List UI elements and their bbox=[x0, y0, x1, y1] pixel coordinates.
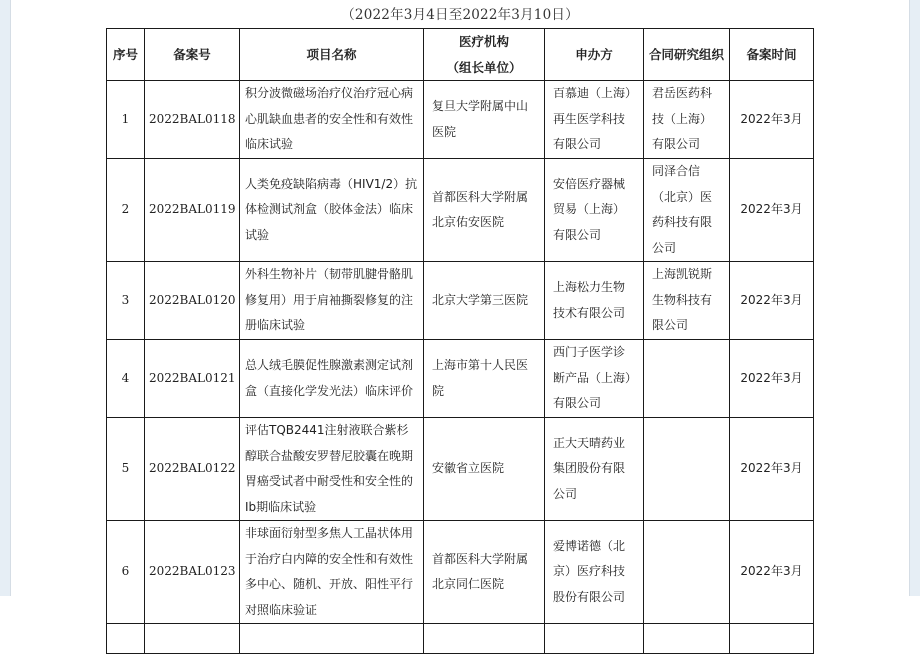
cell-project: 人类免疫缺陷病毒（HIV1/2）抗体检测试剂盒（胶体金法）临床试验 bbox=[240, 159, 424, 262]
cell-empty bbox=[730, 624, 814, 654]
header-institution-line2: （组长单位） bbox=[446, 59, 522, 75]
header-institution-line1: 医疗机构 bbox=[458, 34, 509, 49]
cell-cro bbox=[644, 418, 730, 521]
cell-seq: 3 bbox=[107, 262, 145, 340]
table-row bbox=[107, 521, 814, 624]
cell-seq: 2 bbox=[107, 159, 145, 262]
cell-code: 2022BAL0119 bbox=[145, 159, 240, 262]
cell-code: 2022BAL0122 bbox=[145, 418, 240, 521]
table-row bbox=[107, 418, 814, 521]
cell-project: 外科生物补片（韧带肌腱骨骼肌修复用）用于肩袖撕裂修复的注册临床试验 bbox=[240, 262, 424, 340]
cell-date: 2022年3月 bbox=[730, 81, 814, 159]
cell-code: 2022BAL0120 bbox=[145, 262, 240, 340]
cell-empty bbox=[145, 624, 240, 654]
cell-cro: 君岳医药科技（上海）有限公司 bbox=[644, 81, 730, 159]
cell-cro bbox=[644, 521, 730, 624]
table-row bbox=[107, 340, 814, 418]
cell-seq: 6 bbox=[107, 521, 145, 624]
cell-institution: 安徽省立医院 bbox=[424, 418, 545, 521]
cell-seq: 1 bbox=[107, 81, 145, 159]
cell-date: 2022年3月 bbox=[730, 418, 814, 521]
header-institution bbox=[424, 29, 545, 81]
cell-empty bbox=[644, 624, 730, 654]
header-cro: 合同研究组织 bbox=[644, 29, 730, 81]
header-sponsor: 申办方 bbox=[545, 29, 644, 81]
header-seq: 序号 bbox=[107, 29, 145, 81]
cell-code: 2022BAL0123 bbox=[145, 521, 240, 624]
date-range-caption: （2022年3月4日至2022年3月10日） bbox=[341, 7, 579, 23]
clinical-trial-registry-table bbox=[106, 28, 814, 654]
right-page-gutter bbox=[909, 0, 920, 596]
cell-sponsor: 西门子医学诊断产品（上海）有限公司 bbox=[545, 340, 644, 418]
left-page-gutter bbox=[0, 0, 11, 596]
cell-seq: 4 bbox=[107, 340, 145, 418]
cell-cro: 上海凯锐斯生物科技有限公司 bbox=[644, 262, 730, 340]
table-row bbox=[107, 81, 814, 159]
cell-institution: 首都医科大学附属北京同仁医院 bbox=[424, 521, 545, 624]
cell-date: 2022年3月 bbox=[730, 340, 814, 418]
header-project: 项目名称 bbox=[240, 29, 424, 81]
table-row-partial bbox=[107, 624, 814, 654]
header-date: 备案时间 bbox=[730, 29, 814, 81]
cell-date: 2022年3月 bbox=[730, 521, 814, 624]
cell-code: 2022BAL0121 bbox=[145, 340, 240, 418]
cell-project: 积分波微磁场治疗仪治疗冠心病心肌缺血患者的安全性和有效性临床试验 bbox=[240, 81, 424, 159]
cell-empty bbox=[240, 624, 424, 654]
cell-project: 总人绒毛膜促性腺激素测定试剂盒（直接化学发光法）临床评价 bbox=[240, 340, 424, 418]
cell-sponsor: 百慕迪（上海）再生医学科技有限公司 bbox=[545, 81, 644, 159]
cell-sponsor: 正大天晴药业集团股份有限公司 bbox=[545, 418, 644, 521]
cell-institution: 上海市第十人民医院 bbox=[424, 340, 545, 418]
cell-institution: 北京大学第三医院 bbox=[424, 262, 545, 340]
cell-sponsor: 上海松力生物技术有限公司 bbox=[545, 262, 644, 340]
cell-empty bbox=[545, 624, 644, 654]
cell-seq: 5 bbox=[107, 418, 145, 521]
cell-date: 2022年3月 bbox=[730, 159, 814, 262]
table-row bbox=[107, 262, 814, 340]
cell-project: 非球面衍射型多焦人工晶状体用于治疗白内障的安全性和有效性多中心、随机、开放、阳性平行对照临床验证 bbox=[240, 521, 424, 624]
cell-sponsor: 安倍医疗器械贸易（上海）有限公司 bbox=[545, 159, 644, 262]
table-header-row bbox=[107, 29, 814, 81]
cell-date: 2022年3月 bbox=[730, 262, 814, 340]
table-row bbox=[107, 159, 814, 262]
cell-cro: 同泽合信（北京）医药科技有限公司 bbox=[644, 159, 730, 262]
cell-cro bbox=[644, 340, 730, 418]
cell-institution: 复旦大学附属中山医院 bbox=[424, 81, 545, 159]
cell-sponsor: 爱博诺德（北京）医疗科技股份有限公司 bbox=[545, 521, 644, 624]
cell-empty bbox=[424, 624, 545, 654]
cell-project: 评估TQB2441注射液联合紫杉醇联合盐酸安罗替尼胶囊在晚期胃癌受试者中耐受性和安全性的Ib期临床试验 bbox=[240, 418, 424, 521]
cell-institution: 首都医科大学附属北京佑安医院 bbox=[424, 159, 545, 262]
cell-empty bbox=[107, 624, 145, 654]
header-code: 备案号 bbox=[145, 29, 240, 81]
cell-code: 2022BAL0118 bbox=[145, 81, 240, 159]
